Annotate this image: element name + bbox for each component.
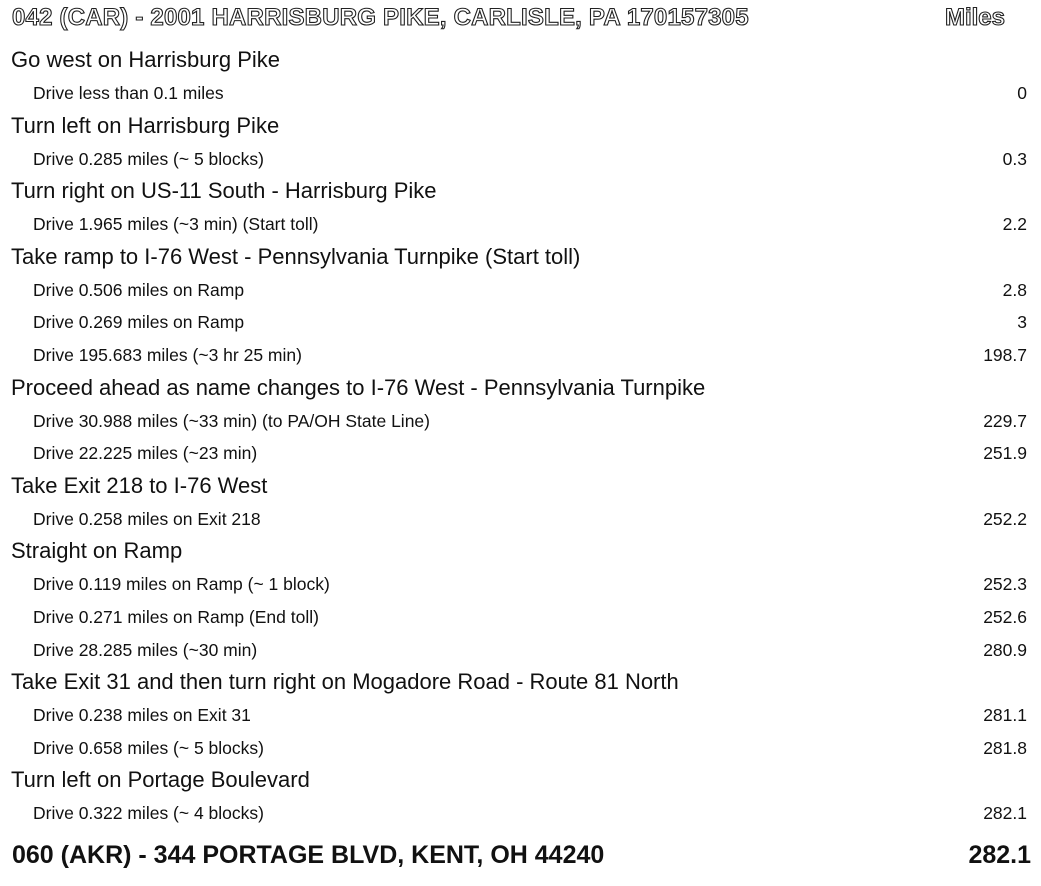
drive-segment [0,699,1041,732]
origin-address: 042 (CAR) - 2001 HARRISBURG PIKE, CARLISLE, PA 170157305 [12,4,749,31]
cumulative-miles: 0.3 [1002,148,1027,169]
drive-segment [0,405,1041,438]
drive-description: Drive 1.965 miles (~3 min) (Start toll) [33,214,319,235]
drive-segment [0,732,1041,765]
step-instruction: Take Exit 218 to I-76 West [11,472,268,498]
drive-description: Drive 0.119 miles on Ramp (~ 1 block) [33,574,330,595]
drive-description: Drive 0.285 miles (~ 5 blocks) [33,148,264,169]
direction-step [0,470,1041,503]
drive-segment [0,634,1041,667]
drive-description: Drive 0.658 miles (~ 5 blocks) [33,737,264,758]
step-instruction: Turn left on Portage Boulevard [11,767,310,793]
direction-step [0,44,1041,77]
step-instruction: Proceed ahead as name changes to I-76 West - Pennsylvania Turnpike [11,374,706,400]
drive-segment [0,274,1041,307]
drive-description: Drive 28.285 miles (~30 min) [33,639,258,660]
route-footer [12,841,1031,877]
drive-segment [0,306,1041,339]
cumulative-miles: 3 [1017,312,1027,333]
direction-step [0,175,1041,208]
cumulative-miles: 252.6 [983,606,1027,627]
total-miles: 282.1 [968,841,1031,869]
step-instruction: Straight on Ramp [11,538,183,564]
step-instruction: Take Exit 31 and then turn right on Mogadore Road - Route 81 North [11,669,679,695]
step-instruction: Turn left on Harrisburg Pike [11,112,280,138]
direction-step [0,666,1041,699]
drive-description: Drive 0.271 miles on Ramp (End toll) [33,606,319,627]
cumulative-miles: 252.2 [983,508,1027,529]
direction-step [0,241,1041,274]
drive-description: Drive 195.683 miles (~3 hr 25 min) [33,344,302,365]
step-instruction: Turn right on US-11 South - Harrisburg Pike [11,178,437,204]
cumulative-miles: 0 [1017,83,1027,103]
cumulative-miles: 280.9 [983,639,1027,660]
drive-description: Drive 0.258 miles on Exit 218 [33,508,261,529]
drive-description: Drive 22.225 miles (~23 min) [33,443,258,464]
drive-segment [0,208,1041,241]
direction-step [0,372,1041,405]
drive-segment [0,143,1041,176]
cumulative-miles: 229.7 [983,410,1027,431]
drive-description: Drive 0.506 miles on Ramp [33,279,245,300]
cumulative-miles: 282.1 [983,803,1027,824]
step-instruction: Go west on Harrisburg Pike [11,47,280,72]
cumulative-miles: 281.8 [983,737,1027,758]
direction-step [0,535,1041,568]
directions-list [0,44,1041,830]
route-header [12,4,1005,40]
drive-segment [0,601,1041,634]
drive-segment [0,437,1041,470]
drive-segment [0,339,1041,372]
destination-address: 060 (AKR) - 344 PORTAGE BLVD, KENT, OH 44240 [12,841,605,869]
cumulative-miles: 281.1 [983,705,1027,726]
miles-column-header: Miles [944,4,1005,31]
cumulative-miles: 2.8 [1002,279,1027,300]
drive-description: Drive 0.238 miles on Exit 31 [33,705,251,726]
drive-description: Drive less than 0.1 miles [33,83,224,103]
drive-segment [0,797,1041,830]
direction-step [0,764,1041,797]
drive-segment [0,503,1041,536]
direction-step [0,110,1041,143]
drive-description: Drive 0.322 miles (~ 4 blocks) [33,803,264,824]
cumulative-miles: 2.2 [1002,214,1027,235]
drive-segment [0,77,1041,110]
cumulative-miles: 198.7 [983,344,1027,365]
cumulative-miles: 252.3 [983,574,1027,595]
drive-description: Drive 30.988 miles (~33 min) (to PA/OH State Line) [33,410,430,431]
drive-segment [0,568,1041,601]
step-instruction: Take ramp to I-76 West - Pennsylvania Turnpike (Start toll) [11,243,581,269]
drive-description: Drive 0.269 miles on Ramp [33,312,245,333]
cumulative-miles: 251.9 [983,443,1027,464]
